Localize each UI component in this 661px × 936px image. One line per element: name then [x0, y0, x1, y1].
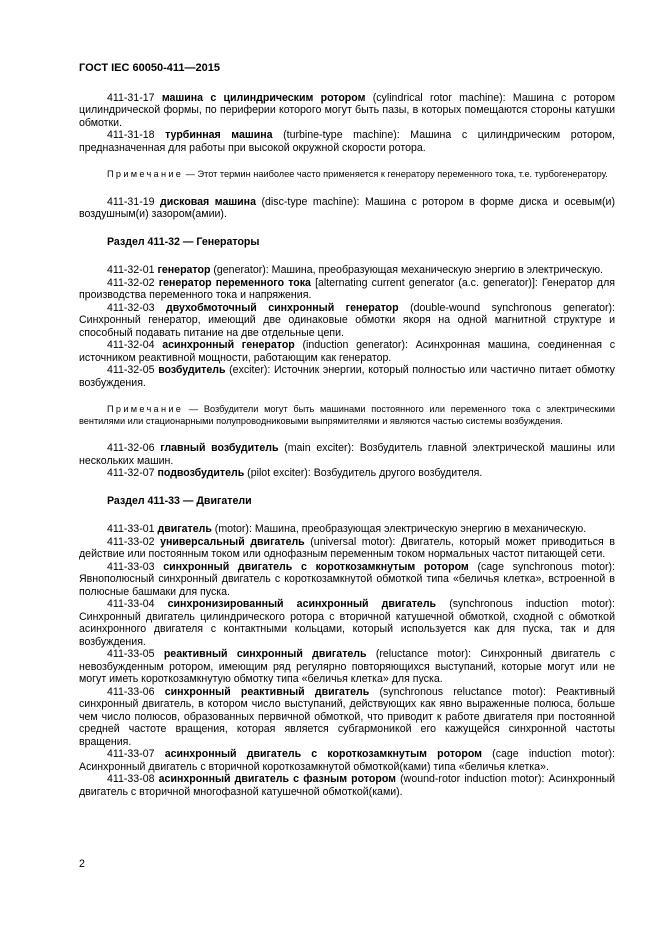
term-name: генератор переменного тока [158, 276, 311, 289]
term-entry: 411-33-08 асинхронный двигатель с фазным ротором (wound-rotor induction motor): Асинхронный двигатель с вторичной многофазной катушечной обмоткой(ками). [79, 773, 615, 798]
section-heading: Раздел 411-32 — Генераторы [107, 235, 260, 248]
term-entry: 411-32-02 генератор переменного тока [alternating current generator (a.c. generator)]: Генератор для производства переменного тока и напряжения. [79, 276, 615, 301]
term-entry: 411-33-02 универсальный двигатель (universal motor): Двигатель, который может приводиться в действие или постоянным током или однофазным переменным током нормальных частот питающей сети. [79, 535, 615, 560]
term-entry: 411-33-01 двигатель (motor): Машина, преобразующая электрическую энергию в механическую. [107, 523, 587, 535]
term-entry: 411-31-18 турбинная машина (turbine-type machine): Машина с цилиндрическим ротором, предназначенная для работы при высокой окружной скорости ротора. [79, 129, 615, 154]
term-entry: 411-32-06 главный возбудитель (main exciter): Возбудитель главной электрической машины или нескольких машин. [79, 442, 615, 467]
term-entry: 411-32-01 генератор (generator): Машина, преобразующая механическую энергию в электрическую. [107, 264, 603, 276]
term-entry: 411-31-19 дисковая машина (disc-type machine): Машина с ротором в форме диска и осевым(и) воздушным(и) зазором(амии). [79, 195, 615, 220]
section-heading: Раздел 411-33 — Двигатели [107, 494, 252, 507]
term-name: генератор [157, 264, 211, 276]
term-entry: 411-33-06 синхронный реактивный двигатель (synchronous reluctance motor): Реактивный синхронный двигатель, в котором число выступаний, действующих как явно выраженные полюса, больше чем число полюсов, образованных первичной обмоткой, что приводит к работе двигателя при постоянной средней частоте вращения, которая является субгармоникой его кажущейся синхронной частоты вращения. [79, 685, 616, 748]
term-name: дисковая машина [160, 195, 256, 208]
entries-block-c [79, 264, 615, 389]
term-entry: 411-31-17 машина с цилиндрическим ротором (cylindrical rotor machine): Машина с ротором цилиндрической формы, по периферии которого могут быть пазы, в которых помещаются стороны катушки обмотки. [79, 91, 615, 129]
entries-block-b [79, 196, 615, 221]
entries-block-e [79, 523, 615, 798]
term-entry: 411-32-03 двухобмоточный синхронный генератор (double-wound synchronous generator): Синхронный генератор, имеющий две одинаковые обмотки якоря на одной магнитной структуре и способный подавать питание на две отдельные цепи. [79, 301, 615, 339]
term-name: машина с цилиндрическим ротором [161, 91, 366, 104]
entries-block-d [79, 442, 615, 480]
term-entry: 411-32-04 асинхронный генератор (induction generator): Асинхронная машина, соединенная с источником реактивной мощности, работающим как генератор. [79, 339, 615, 364]
term-name: асинхронный генератор [162, 339, 295, 351]
term-name: синхронизированный асинхронный двигатель [167, 598, 437, 610]
term-entry: 411-33-05 реактивный синхронный двигатель (reluctance motor): Синхронный двигатель с невозбужденным ротором, имеющим ряд регулярно повторяющихся выступаний, которые могут или не могут иметь короткозамкнутую обмотку типа «беличья клетка» для пуска. [79, 648, 615, 685]
term-name: двигатель [157, 523, 212, 535]
term-entry: 411-33-07 асинхронный двигатель с короткозамкнутым ротором (cage induction motor): Асинхронный двигатель с вторичной короткозамкнутой обмоткой(ками) типа «беличья клетка». [79, 748, 615, 773]
document-page [79, 62, 615, 813]
term-name: синхронный двигатель с короткозамкнутым ротором [163, 560, 469, 573]
document-header: ГОСТ IEC 60050-411—2015 [79, 62, 220, 74]
term-name: реактивный синхронный двигатель [163, 648, 367, 660]
term-name: двухобмоточный синхронный генератор [165, 301, 399, 314]
term-entry: 411-33-03 синхронный двигатель с короткозамкнутым ротором (cage synchronous motor): Явнополюсный синхронный двигатель с короткозамкнутой обмоткой типа «беличья клетка», встроенной в полюсные башмаки для пуска. [79, 560, 615, 598]
term-name: асинхронный двигатель с короткозамкнутым ротором [164, 748, 483, 760]
note: Примечание — Возбудители могут быть машинами постоянного или переменного тока с электрическими вентилями или стационарными полупроводниковыми выпрямителями и являются частью системы возбуждения. [79, 404, 615, 426]
note: Примечание — Этот термин наиболее часто применяется к генератору переменного тока, т.е. турбогенератору. [107, 169, 608, 179]
term-entry: 411-33-04 синхронизированный асинхронный двигатель (synchronous induction motor): Синхронный двигатель цилиндрического ротора с вторичной катушечной обмоткой, сходной с обмоткой асинхронного двигателя с контактными кольцами, который используется как для пуска, так и для возбуждения. [79, 598, 615, 648]
term-entry: 411-32-05 возбудитель (exciter): Источник энергии, который полностью или частично питает обмотку возбуждения. [79, 364, 615, 389]
term-name: универсальный двигатель [160, 535, 305, 548]
term-name: подвозбудитель [157, 467, 245, 479]
term-name: возбудитель [158, 364, 226, 376]
term-name: главный возбудитель [160, 442, 279, 454]
page-number: 2 [79, 858, 85, 870]
term-name: турбинная машина [165, 129, 273, 141]
term-name: синхронный реактивный двигатель [164, 685, 370, 698]
term-name: асинхронный двигатель с фазным ротором [158, 773, 397, 785]
entries-block-a [79, 92, 615, 155]
term-entry: 411-32-07 подвозбудитель (pilot exciter): Возбудитель другого возбудителя. [107, 467, 483, 479]
